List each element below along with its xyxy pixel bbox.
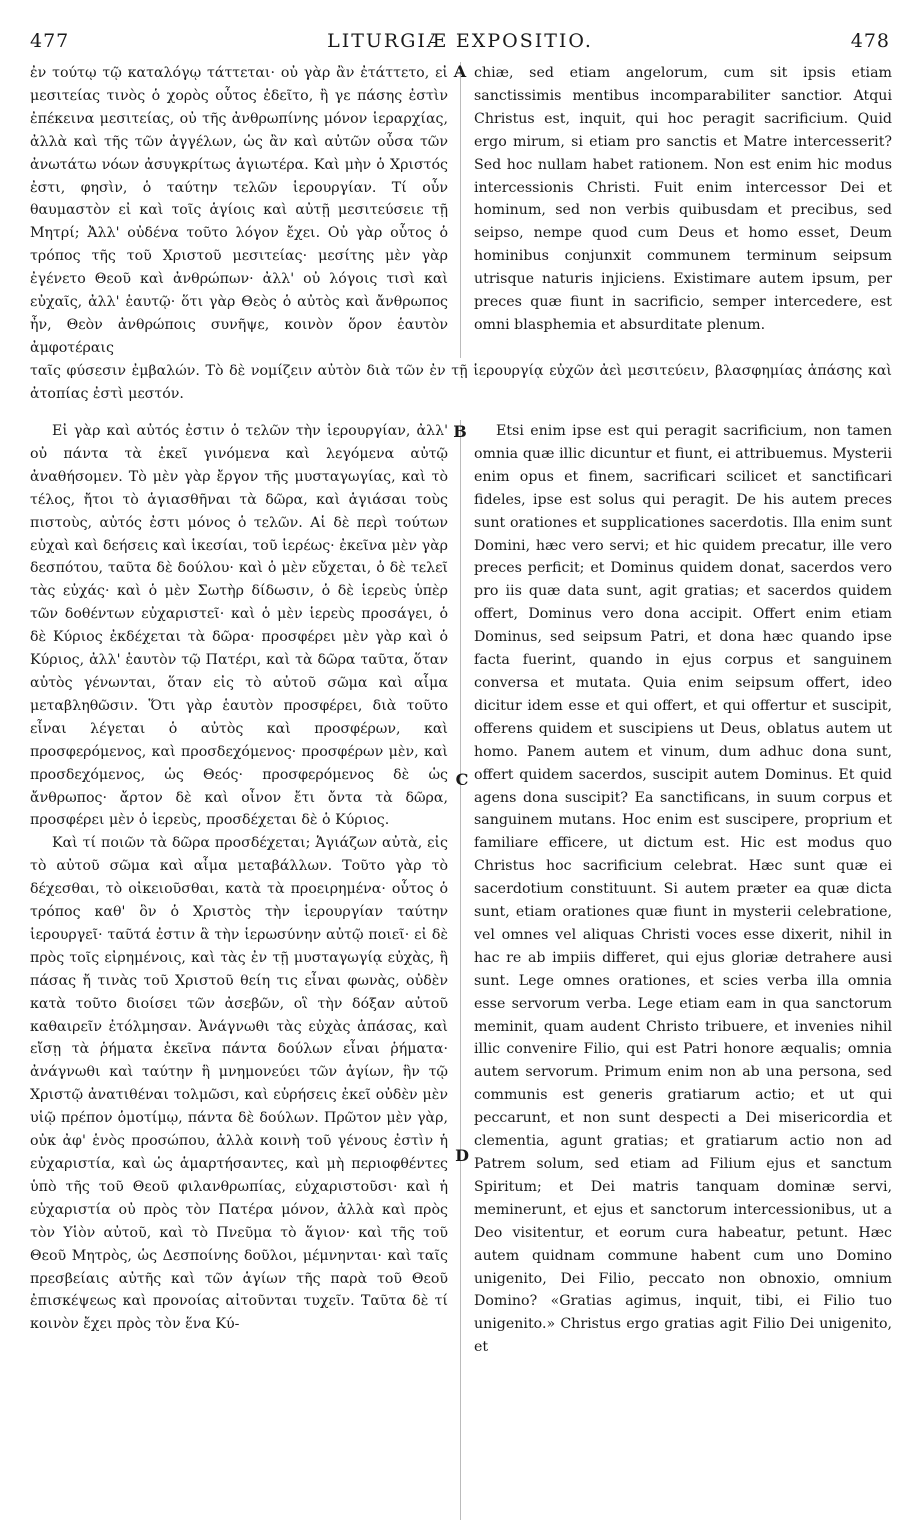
section-marker-a: A [453, 62, 467, 81]
latin-column-bottom [474, 420, 892, 1359]
section-marker-b: B [453, 422, 467, 441]
section-marker-c: C [455, 770, 469, 789]
greek-column-bottom [30, 420, 448, 1336]
latin-column-top [474, 62, 892, 337]
greek-span-paragraph: ταῖς φύσεσιν ἐμβαλών. Τὸ δὲ νομίζειν αὐτὸν διὰ τῶν ἐν τῇ ἱερουργίᾳ εὐχῶν ἀεὶ μεσιτεύειν, βλασφημίας ἁπάσης καὶ ἀτοπίας ἐστὶ μεστόν. [30, 363, 892, 402]
page-header [30, 30, 890, 60]
section-marker-d: D [455, 1146, 469, 1165]
column-divider-bottom [460, 420, 461, 1520]
right-page-number: 478 [850, 30, 890, 52]
latin-paragraph: Etsi enim ipse est qui peragit sacrificium, non tamen omnia quæ illic dicuntur et fiunt, ei attribuemus. Mysterii enim opus et finem, sacrificari scilicet et sanctificari fideles, ipse est solus qui peragit. De his autem preces sunt orationes et supplicationes sacerdotis. Illa enim sunt Domini, hæc vero servi; et hic quidem precatur, ille vero preces perficit; et Dominus quidem donat, sacerdos vero pro iis quæ data sunt, agit gratias; et sacerdos quidem offert, Dominus vero dona accipit. Offert enim etiam Dominus, sed seipsum Patri, et dona hæc quando ipse facta fuerint, quando in ejus corpus et sanguinem conversa et mutata. Quia enim seipsum offert, ideo dicitur idem esse et qui offert, et qui offertur et suscipit, offerens quidem et suscipiens ut Deus, oblatus autem ut homo. Panem autem et vinum, dum adhuc dona sunt, offert quidem sacerdos, suscipit autem Dominus. Et quid agens dona suscipit? Ea sanctificans, in suum corpus et sanguinem mutans. Hoc enim est suscipere, proprium et familiare efficere, ut dictum est. Hic est modus quo Christus hoc sacrificium celebrat. Hæc sunt quæ ei sacerdotium constituunt. Si autem præter ea quæ dicta sunt, etiam orationes quæ fiunt in mysterii celebratione, vel omnes vel aliquas Christi voces esse dixerit, nihil in hac re ab impiis differet, qui ejus gloriæ detrahere ausi sunt. Lege omnes orationes, et scies verba illa omnia esse servorum verba. Lege etiam eam in qua sanctorum meminit, quam audent Christo tribuere, et invenies nihil illic convenire Filio, qui est Patri honore æqualis; omnia autem servorum. Primum enim non ab una persona, sed communis est generis gratiarum actio; et ut qui peccarunt, et non sunt despecti a Dei misericordia et clementia, agunt gratias; et gratiarum actio non ad Patrem solum, sed etiam ad Filium ejus et sanctum Spiritum; et Dei matris tanquam dominæ servi, meminerunt, et ejus et sanctorum intercessionibus, ut a Deo visitentur, et eorum cura habeatur, petunt. Hæc autem quidnam commune habent cum uno Domino unigenito, Dei Filio, peccato non obnoxio, omnium Domino? «Gratias agimus, inquit, tibi, ei Filio tuo unigenito.» Christus ergo gratias agit Filio Dei unigenito, et [474, 423, 892, 1356]
greek-spanning-line [30, 360, 892, 406]
left-page-number: 477 [30, 30, 70, 52]
greek-paragraph: Εἰ γὰρ καὶ αὐτός ἐστιν ὁ τελῶν τὴν ἱερουργίαν, ἀλλ' οὐ πάντα τὰ ἐκεῖ γινόμενα καὶ λεγόμενα αὐτῷ ἀναθήσομεν. Τὸ μὲν γὰρ ἔργον τῆς μυσταγωγίας, καὶ τὸ τέλος, ἤτοι τὸ ἁγιασθῆναι τὰ δῶρα, καὶ ἁγιάσαι τοὺς πιστοὺς, αὐτός ἐστι μόνος ὁ τελῶν. Αἱ δὲ περὶ τούτων εὐχαὶ καὶ δεήσεις καὶ ἱκεσίαι, τοῦ ἱερέως· ἐκεῖνα μὲν γὰρ δεσπότου, ταῦτα δὲ δούλου· καὶ ὁ μὲν εὔχεται, ὁ δὲ τελεῖ τὰς εὐχάς· καὶ ὁ μὲν Σωτὴρ δίδωσιν, ὁ δὲ ἱερεὺς ὑπὲρ τῶν δοθέντων εὐχαριστεῖ· καὶ ὁ μὲν ἱερεὺς προσάγει, ὁ δὲ Κύριος ἐκδέχεται τὰ δῶρα· προσφέρει μὲν γὰρ καὶ ὁ Κύριος, ἀλλ' ἑαυτὸν τῷ Πατέρι, καὶ τὰ δῶρα ταῦτα, ὅταν αὐτὸς γένωνται, ὅταν εἰς τὸ αὐτοῦ σῶμα καὶ αἷμα μεταβληθῶσιν. Ὅτι γὰρ ἑαυτὸν προσφέρει, διὰ τοῦτο εἶναι λέγεται ὁ αὐτὸς καὶ προσφέρων, καὶ προσφερόμενος, καὶ προσδεχόμενος· προσφέρων μὲν, καὶ προσδεχόμενος, ὡς Θεός· προσφερόμενος δὲ ὡς ἄνθρωπος· ἄρτον δὲ καὶ οἶνον ἔτι ὄντα τὰ δῶρα, προσφέρει μὲν ὁ ἱερεὺς, προσδέχεται δὲ ὁ Κύριος. [30, 423, 448, 829]
running-title: LITURGIÆ EXPOSITIO. [327, 30, 593, 52]
greek-column-top [30, 62, 448, 360]
greek-paragraph: ἐν τούτῳ τῷ καταλόγῳ τάττεται· οὐ γὰρ ἂν ἐτάττετο, εἰ μεσιτείας τινὸς ὁ χορὸς οὗτος ἐδεῖτο, ἢ γε πάσης ἐστὶν ἐπέκεινα μεσιτείας, οὐ τῆς ἀνθρωπίνης μόνον ἱεραρχίας, ἀλλὰ καὶ τῆς τῶν ἀγγέλων, ὡς ἂν καὶ αὐτῶν οὖσα τῶν ἀνωτάτω νόων ἀσυγκρίτως ἁγιωτέρα. Καὶ μὴν ὁ Χριστός ἐστι, φησὶν, ὁ ταύτην τελῶν ἱερουργίαν. Τί οὖν θαυμαστὸν εἰ καὶ τοῖς ἁγίοις καὶ αὐτῇ μεσιτεύσειε τῇ Μητρί; Ἀλλ' οὐδένα τοῦτο λόγον ἔχει. Οὐ γὰρ οὗτος ὁ τρόπος τῆς τοῦ Χριστοῦ μεσιτείας· μεσίτης μὲν γὰρ ἐγένετο Θεοῦ καὶ ἀνθρώπων· ἀλλ' οὐ λόγοις τισὶ καὶ εὐχαῖς, ἀλλ' ἑαυτῷ· ὅτι γὰρ Θεὸς ὁ αὐτὸς καὶ ἄνθρωπος ἦν, Θεὸν ἀνθρώποις συνῆψε, κοινὸν ὅρον ἑαυτὸν ἀμφοτέραις [30, 65, 448, 356]
column-divider-top [460, 62, 461, 358]
greek-paragraph: Καὶ τί ποιῶν τὰ δῶρα προσδέχεται; Ἁγιάζων αὐτὰ, εἰς τὸ αὐτοῦ σῶμα καὶ αἷμα μεταβάλλων. Τοῦτο γὰρ τὸ δέχεσθαι, τὸ οἰκειοῦσθαι, κατὰ τὰ προειρημένα· οὗτος ὁ τρόπος καθ' ὃν ὁ Χριστὸς τὴν ἱερουργίαν ταύτην ἱερουργεῖ· ταῦτά ἐστιν ἃ τὴν ἱερωσύνην αὐτῷ ποιεῖ· εἰ δὲ πρὸς τοῖς εἰρημένοις, καὶ τὰς ἐν τῇ μυσταγωγίᾳ εὐχὰς, ἢ πάσας ἤ τινὰς τοῦ Χριστοῦ θείη τις εἶναι φωνὰς, οὐδὲν κατὰ τοῦτο διοίσει τῶν ἀσεβῶν, οἳ τὴν δόξαν αὐτοῦ καθαιρεῖν ἐτόλμησαν. Ἀνάγνωθι τὰς εὐχὰς ἁπάσας, καὶ εἴσῃ τὰ ῥήματα ἐκεῖνα πάντα δούλων εἶναι ῥήματα· ἀνάγνωθι καὶ ταύτην ἣ μνημονεύει τῶν ἁγίων, ἣν τῷ Χριστῷ ἀνατιθέναι τολμῶσι, καὶ εὑρήσεις ἐκεῖ οὐδὲν μὲν υἱῷ πρέπον ὁμοτίμῳ, πάντα δὲ δούλων. Πρῶτον μὲν γὰρ, οὐκ ἀφ' ἑνὸς προσώπου, ἀλλὰ κοινὴ τοῦ γένους ἐστὶν ἡ εὐχαριστία, καὶ ὡς ἁμαρτήσαντες, καὶ μὴ περιοφθέντες ὑπὸ τῆς τοῦ Θεοῦ φιλανθρωπίας, εὐχαριστοῦσι· καὶ ἡ εὐχαριστία οὐ πρὸς τὸν Πατέρα μόνον, ἀλλὰ καὶ πρὸς τὸν Υἱὸν αὐτοῦ, καὶ τὸ Πνεῦμα τὸ ἅγιον· καὶ τῆς τοῦ Θεοῦ Μητρὸς, ὡς Δεσποίνης δοῦλοι, μέμνηνται· καὶ ταῖς πρεσβείαις αὐτῆς καὶ τῶν ἁγίων τῆς παρὰ τοῦ Θεοῦ ἐπισκέψεως καὶ προνοίας αἰτοῦνται τυχεῖν. Ταῦτα δὲ τί κοινὸν ἔχει πρὸς τὸν ἕνα Κύ- [30, 835, 448, 1333]
latin-paragraph: chiæ, sed etiam angelorum, cum sit ipsis etiam sanctissimis mentibus incomparabiliter sanctior. Atqui Christus est, inquit, qui hoc peragit sacrificium. Quid ergo mirum, si etiam pro sanctis et Matre intercesserit? Sed hoc nullam habet rationem. Non est enim hic modus intercessionis Christi. Fuit enim intercessor Dei et hominum, sed non verbis quibusdam et precibus, sed seipso, nempe quod cum Deus et homo esset, Deum hominibus conjunxit communem terminum seipsum utrisque naturis injiciens. Existimare autem ipsum, per preces quæ fiunt in sacrificio, semper intercedere, est omni blasphemia et absurditate plenum. [474, 65, 892, 333]
